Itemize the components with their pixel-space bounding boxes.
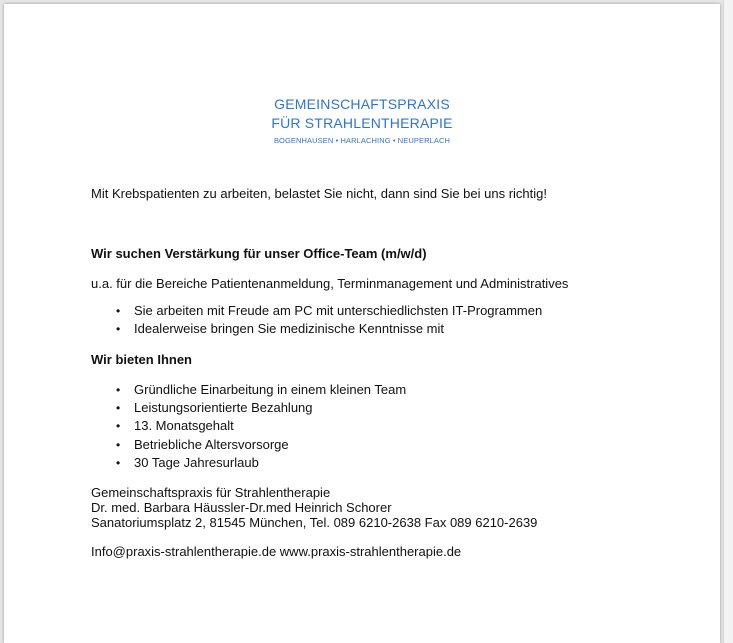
contact-address: Sanatoriumsplatz 2, 81545 München, Tel. 089 6210-2638 Fax 089 6210-2639 (91, 515, 538, 530)
list-item (91, 381, 406, 399)
requirements-list (91, 302, 542, 338)
list-item-text: Idealerweise bringen Sie medizinische Kenntnisse mit (134, 321, 444, 337)
list-item (91, 320, 542, 338)
contact-practice-name: Gemeinschaftspraxis für Strahlentherapie (91, 485, 331, 500)
bullet-icon: • (116, 401, 121, 416)
list-item (91, 417, 406, 435)
list-item-text: Leistungsorientierte Bezahlung (134, 400, 313, 416)
list-item (91, 302, 542, 320)
bullet-icon: • (116, 322, 121, 337)
contact-doctors: Dr. med. Barbara Häussler-Dr.med Heinrich Schorer (91, 500, 392, 515)
bullet-icon: • (116, 419, 121, 434)
logo-title-line2: FÜR STRAHLENTHERAPIE (271, 115, 453, 131)
logo-title-line1: GEMEINSCHAFTSPRAXIS (274, 96, 450, 112)
list-item-text: 13. Monatsgehalt (134, 418, 234, 434)
bullet-icon: • (116, 383, 121, 397)
list-item-text: 30 Tage Jahresurlaub (134, 454, 259, 470)
logo-locations: BOGENHAUSEN • HARLACHING • NEUPERLACH (273, 136, 451, 145)
window-gutter (723, 0, 733, 643)
heading-search: Wir suchen Verstärkung für unser Office-Team (m/w/d) (91, 246, 427, 261)
contact-web: Info@praxis-strahlentherapie.de www.praxis-strahlentherapie.de (91, 544, 462, 559)
list-item (91, 436, 406, 454)
document-page (4, 4, 720, 643)
offers-list (91, 381, 406, 472)
heading-offer: Wir bieten Ihnen (91, 352, 192, 367)
bullet-icon: • (116, 437, 121, 452)
list-item-text: Sie arbeiten mit Freude am PC mit unterschiedlichsten IT-Programmen (134, 303, 543, 318)
list-item (91, 454, 406, 472)
list-item (91, 399, 406, 417)
list-item-text: Betriebliche Altersvorsorge (134, 436, 289, 452)
areas-text: u.a. für die Bereiche Patientenanmeldung, Terminmanagement und Administratives (91, 276, 569, 291)
list-item-text: Gründliche Einarbeitung in einem kleinen Team (134, 382, 407, 397)
bullet-icon: • (116, 304, 121, 318)
bullet-icon: • (116, 455, 121, 470)
intro-text: Mit Krebspatienten zu arbeiten, belastet Sie nicht, dann sind Sie bei uns richtig! (91, 186, 547, 201)
